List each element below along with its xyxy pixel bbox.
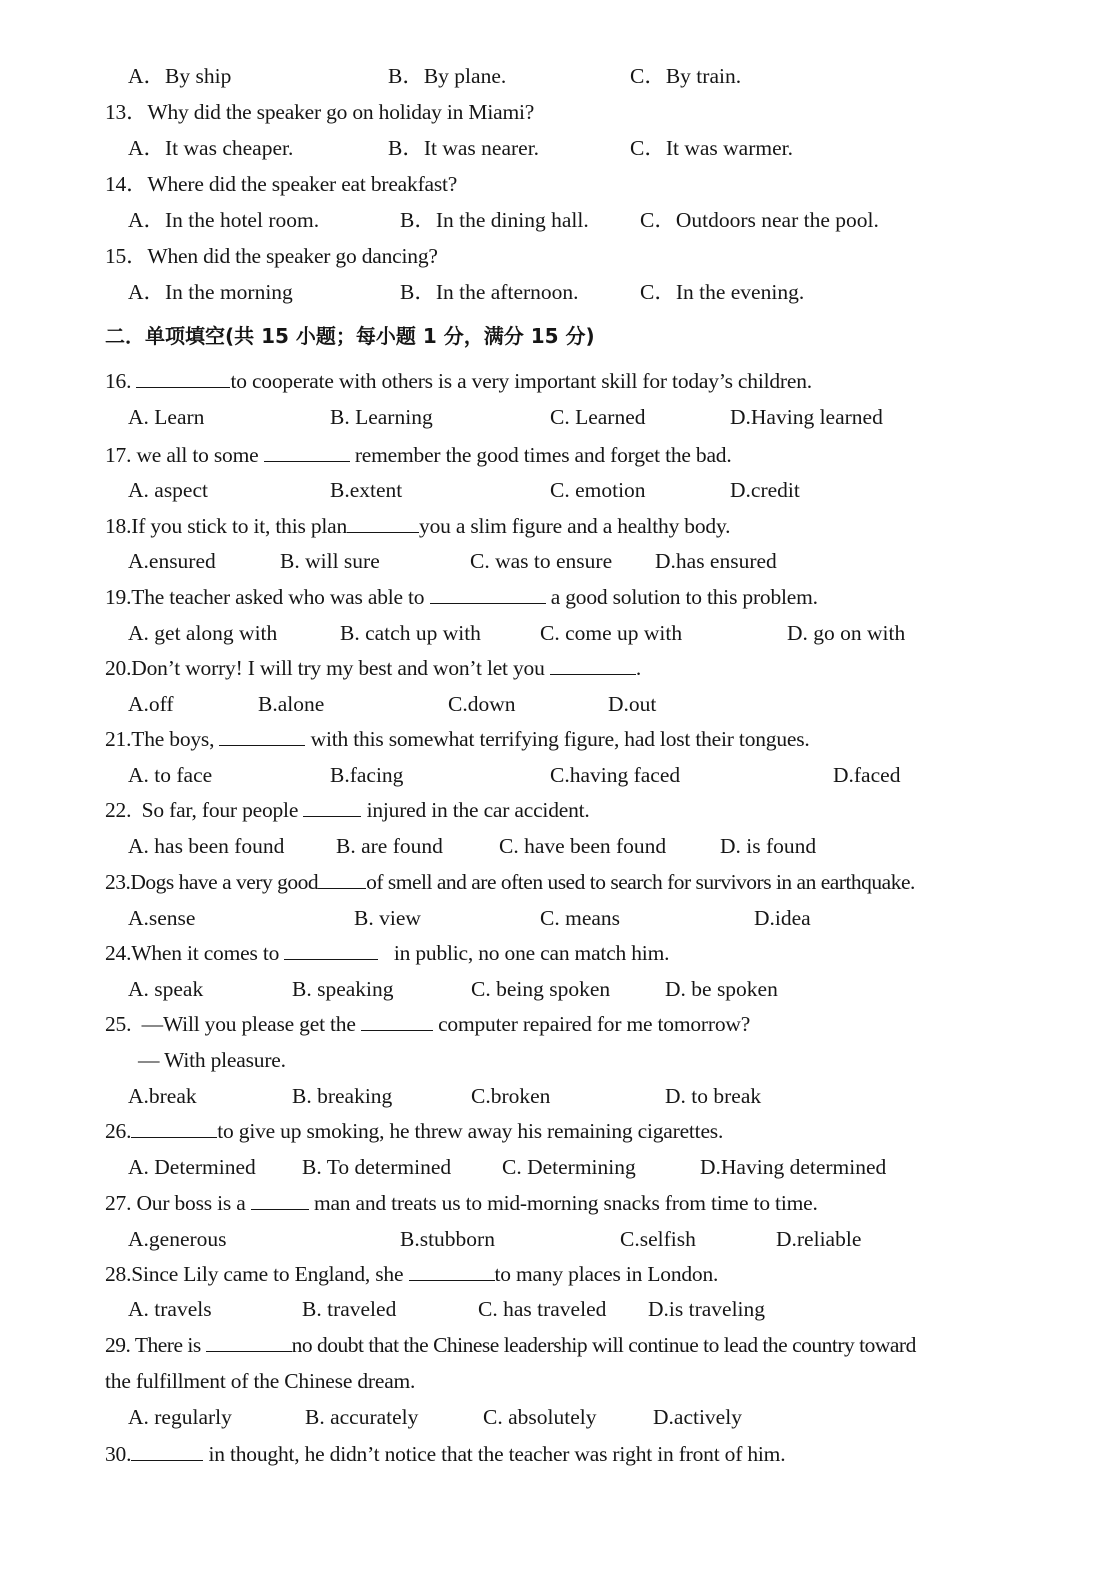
question-22 xyxy=(105,795,590,825)
option-a: A. Learn xyxy=(128,405,205,429)
question-text: man and treats us to mid-morning snacks from time to time. xyxy=(313,1191,818,1215)
answer-blank xyxy=(409,1260,495,1281)
option-c: C．In the evening. xyxy=(640,280,805,304)
answer-blank xyxy=(206,1331,292,1352)
option-d: D. to break xyxy=(665,1084,762,1108)
option-b: B．In the dining hall. xyxy=(400,208,589,232)
question-20 xyxy=(105,653,641,683)
option-c: C. was to ensure xyxy=(470,549,613,573)
question-text: computer repaired for me tomorrow? xyxy=(438,1012,751,1036)
question-number: 18. xyxy=(105,514,132,538)
option-a: A. Determined xyxy=(128,1155,256,1179)
option-b: B. are found xyxy=(336,834,443,858)
option-b: B. catch up with xyxy=(340,621,481,645)
question-14 xyxy=(105,169,457,199)
question-number: 24. xyxy=(105,941,132,965)
option-c: C. emotion xyxy=(550,478,646,502)
option-d: D.out xyxy=(608,692,657,716)
option-b: B. accurately xyxy=(305,1405,419,1429)
option-c: C. being spoken xyxy=(471,977,611,1001)
option-b: B. To determined xyxy=(302,1155,452,1179)
question-number: 30. xyxy=(105,1442,132,1466)
question-text: The teacher asked who was able to xyxy=(131,585,425,609)
answer-blank xyxy=(131,1117,217,1138)
option-d: D.has ensured xyxy=(655,549,777,573)
option-a: A．In the hotel room. xyxy=(128,208,320,232)
option-b: B．In the afternoon. xyxy=(400,280,579,304)
option-c: C. has traveled xyxy=(478,1297,607,1321)
question-24 xyxy=(105,938,669,968)
question-stem: When did the speaker go dancing? xyxy=(147,244,438,268)
question-number: 25. xyxy=(105,1012,132,1036)
question-text: . xyxy=(635,656,642,680)
question-26 xyxy=(105,1116,723,1146)
question-text: When it comes to xyxy=(131,941,280,965)
question-number: 13． xyxy=(105,100,148,124)
question-text: with this somewhat terrifying figure, had lost their tongues. xyxy=(310,727,810,751)
answer-blank xyxy=(131,1440,203,1461)
question-text: to give up smoking, he threw away his remaining cigarettes. xyxy=(217,1119,724,1143)
option-c: C. Learned xyxy=(550,405,646,429)
question-text: —Will you please get the xyxy=(141,1012,356,1036)
option-d: D.credit xyxy=(730,478,800,502)
option-a: A.off xyxy=(128,692,174,716)
option-c: C.selfish xyxy=(620,1227,696,1251)
option-a: A. to face xyxy=(128,763,213,787)
question-30 xyxy=(105,1439,785,1469)
question-text: to cooperate with others is a very important skill for today’s children. xyxy=(230,369,812,393)
question-text: we all to some xyxy=(136,443,259,467)
question-18 xyxy=(105,511,730,541)
answer-blank xyxy=(284,939,378,960)
option-b: B.extent xyxy=(330,478,403,502)
question-number: 29. xyxy=(105,1333,131,1357)
dialogue-reply: — With pleasure. xyxy=(138,1048,286,1072)
option-d: D. be spoken xyxy=(665,977,778,1001)
option-a: A.ensured xyxy=(128,549,216,573)
question-text: Since Lily came to England, she xyxy=(131,1262,404,1286)
option-a: A．It was cheaper. xyxy=(128,136,294,160)
answer-blank xyxy=(318,868,366,889)
question-text: injured in the car accident. xyxy=(366,798,590,822)
option-b: B．By plane. xyxy=(388,64,507,88)
question-29-continuation: the fulfillment of the Chinese dream. xyxy=(105,1369,416,1393)
question-text: Dogs have a very good xyxy=(130,870,319,894)
question-stem: Why did the speaker go on holiday in Miami? xyxy=(147,100,535,124)
option-c: C. Determining xyxy=(502,1155,636,1179)
question-text: If you stick to it, this plan xyxy=(131,514,348,538)
option-c: C. come up with xyxy=(540,621,683,645)
option-c: C. means xyxy=(540,906,621,930)
question-number: 23. xyxy=(105,870,131,894)
option-c: C.broken xyxy=(471,1084,551,1108)
question-text: to many places in London. xyxy=(494,1262,719,1286)
question-13 xyxy=(105,97,534,127)
question-number: 20. xyxy=(105,656,132,680)
answer-blank xyxy=(136,367,230,388)
option-a: A. has been found xyxy=(128,834,285,858)
answer-blank xyxy=(361,1010,433,1031)
option-c: C. have been found xyxy=(499,834,667,858)
option-a: A. get along with xyxy=(128,621,278,645)
option-c: C.down xyxy=(448,692,516,716)
option-b: B. will sure xyxy=(280,549,380,573)
question-stem: Where did the speaker eat breakfast? xyxy=(147,172,458,196)
option-c: C．It was warmer. xyxy=(630,136,794,160)
option-c: C.having faced xyxy=(550,763,681,787)
question-text: a good solution to this problem. xyxy=(550,585,818,609)
option-a: A. aspect xyxy=(128,478,208,502)
option-d: D.idea xyxy=(754,906,811,930)
question-25 xyxy=(105,1009,750,1039)
question-17 xyxy=(105,440,732,470)
question-27 xyxy=(105,1188,818,1218)
option-a: A.sense xyxy=(128,906,196,930)
option-a: A.generous xyxy=(128,1227,227,1251)
option-b: B. speaking xyxy=(292,977,394,1001)
option-a: A．By ship xyxy=(128,64,232,88)
question-text: in thought, he didn’t notice that the teacher was right in front of him. xyxy=(208,1442,786,1466)
option-b: B.facing xyxy=(330,763,404,787)
option-d: D. go on with xyxy=(787,621,906,645)
answer-blank xyxy=(347,512,419,533)
question-29 xyxy=(105,1330,916,1360)
answer-blank xyxy=(430,583,546,604)
question-text: remember the good times and forget the bad. xyxy=(354,443,732,467)
option-b: B.alone xyxy=(258,692,325,716)
option-b: B. view xyxy=(354,906,421,930)
question-text: no doubt that the Chinese leadership will continue to lead the country toward xyxy=(291,1333,916,1357)
section-heading: 二．单项填空(共 15 小题；每小题 1 分，满分 15 分) xyxy=(105,324,595,348)
question-number: 16. xyxy=(105,369,132,393)
question-23 xyxy=(105,867,915,897)
question-number: 22. xyxy=(105,798,132,822)
option-a: A. speak xyxy=(128,977,204,1001)
question-19 xyxy=(105,582,818,612)
option-a: A．In the morning xyxy=(128,280,293,304)
option-c: C．Outdoors near the pool. xyxy=(640,208,879,232)
question-15 xyxy=(105,241,438,271)
option-d: D.actively xyxy=(653,1405,742,1429)
option-b: B.stubborn xyxy=(400,1227,495,1251)
answer-blank xyxy=(303,796,361,817)
question-21 xyxy=(105,724,810,754)
question-number: 26. xyxy=(105,1119,132,1143)
question-text: There is xyxy=(134,1333,201,1357)
answer-blank xyxy=(219,725,305,746)
option-d: D.reliable xyxy=(776,1227,862,1251)
answer-blank xyxy=(550,654,636,675)
option-b: B．It was nearer. xyxy=(388,136,540,160)
option-c: C. absolutely xyxy=(483,1405,597,1429)
question-text: The boys, xyxy=(131,727,215,751)
question-number: 28. xyxy=(105,1262,132,1286)
question-text: So far, four people xyxy=(141,798,299,822)
option-a: A. travels xyxy=(128,1297,212,1321)
question-text: you a slim figure and a healthy body. xyxy=(419,514,731,538)
question-text: Don’t worry! I will try my best and won’t let you xyxy=(131,656,545,680)
question-text: in public, no one can match him. xyxy=(393,941,670,965)
question-number: 27. xyxy=(105,1191,132,1215)
option-b: B. traveled xyxy=(302,1297,397,1321)
question-16 xyxy=(105,366,812,396)
option-d: D.Having determined xyxy=(700,1155,887,1179)
option-d: D.Having learned xyxy=(730,405,883,429)
answer-blank xyxy=(264,441,350,462)
option-d: D.is traveling xyxy=(648,1297,766,1321)
option-b: B. Learning xyxy=(330,405,433,429)
question-text: of smell and are often used to search for survivors in an earthquake. xyxy=(366,870,915,894)
question-28 xyxy=(105,1259,718,1289)
question-number: 17. xyxy=(105,443,132,467)
question-number: 15． xyxy=(105,244,148,268)
option-a: A. regularly xyxy=(128,1405,232,1429)
answer-blank xyxy=(251,1189,309,1210)
option-d: D.faced xyxy=(833,763,901,787)
option-c: C．By train. xyxy=(630,64,742,88)
question-number: 14． xyxy=(105,172,148,196)
question-number: 21. xyxy=(105,727,132,751)
option-a: A.break xyxy=(128,1084,197,1108)
question-text: Our boss is a xyxy=(136,1191,246,1215)
question-number: 19. xyxy=(105,585,132,609)
option-b: B. breaking xyxy=(292,1084,393,1108)
option-d: D. is found xyxy=(720,834,817,858)
